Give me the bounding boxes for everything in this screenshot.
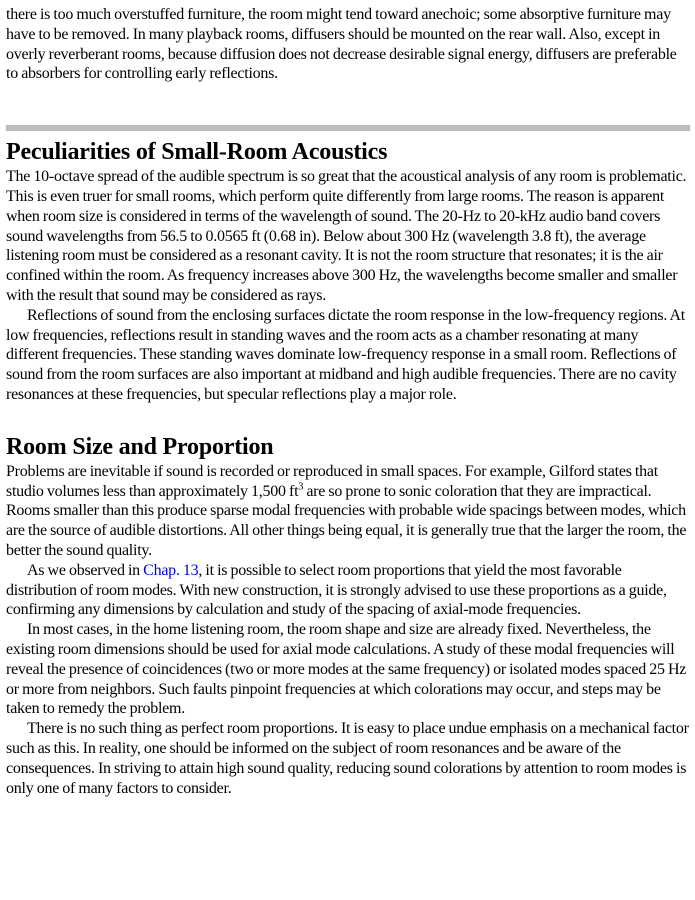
body-paragraph: Reflections of sound from the enclosing surfaces dictate the room response in the low-frequency regions. At low frequencies, reflections result in standing waves and the room acts as a chamber resonating at many different frequencies. These standing waves dominate low-frequency response in a small room. Reflections of sound from the room surfaces are also important at midband and high audible frequencies. There are no cavity resonances at these frequencies, but specular reflections play a major role.: [6, 306, 685, 403]
chapter-13-link[interactable]: Chap. 13: [143, 561, 199, 579]
body-paragraph: In most cases, in the home listening room, the room shape and size are already fixed. Nevertheless, the existing room dimensions should be used for axial mode calculations. A study of these modal frequencies will reveal the presence of coincidences (two or more modes at the same frequency) or isolated modes spaced 25 Hz or more from neighbors. Such faults pinpoint frequencies at which colorations may occur, and steps may be taken to remedy the problem.: [6, 621, 687, 718]
section-divider: [6, 125, 690, 131]
body-paragraph: [6, 462, 690, 561]
body-paragraph: [6, 561, 690, 620]
paragraph-text: Problems are inevitable if sound is recorded or reproduced in small spaces. For example, Gilford states that studio volumes less than approximately 1,500 ft: [6, 462, 658, 500]
section-heading: Room Size and Proportion: [6, 433, 274, 460]
section-room-size-proportion: [6, 432, 690, 799]
superscript-exponent: 3: [298, 481, 304, 493]
paragraph-text: , it is possible to select room proportions that yield the most favorable distribution of room modes. With new construction, it is strongly advised to use these proportions as a guide, confirming any dimensions by calculation and study of the spacing of axial-mode frequencies.: [6, 561, 667, 619]
intro-paragraph: there is too much overstuffed furniture, the room might tend toward anechoic; some absorptive furniture may have to be removed. In many playback rooms, diffusers should be mounted on the rear wall. Also, except in overly reverberant rooms, because diffusion does not decrease desirable signal energy, diffusers are preferable to absorbers for controlling early reflections.: [6, 6, 677, 83]
body-paragraph: There is no such thing as perfect room proportions. It is easy to place undue emphasis on a mechanical factor such as this. In reality, one should be informed on the subject of room resonances and be aware of the consequences. In striving to attain high sound quality, reducing sound colorations by attention to room modes is only one of many factors to consider.: [6, 720, 689, 797]
body-paragraph: The 10-octave spread of the audible spectrum is so great that the acoustical analysis of any room is problematic. This is even truer for small rooms, which perform quite differently from large rooms. The reason is apparent when room size is considered in terms of the wavelength of sound. The 20-Hz to 20-kHz audio band covers sound wavelengths from 56.5 to 0.0565 ft (0.68 in). Below about 300 Hz (wavelength 3.8 ft), the average listening room must be considered as a resonant cavity. It is not the room structure that resonates; it is the air confined within the room. As frequency increases above 300 Hz, the wavelengths become smaller and smaller with the result that sound may be considered as rays.: [6, 168, 687, 304]
paragraph-text: As we observed in: [27, 561, 144, 579]
section-heading: Peculiarities of Small-Room Acoustics: [6, 139, 388, 166]
section-small-room-acoustics: [6, 137, 690, 405]
paragraph-text: are so prone to sonic coloration that they are impractical. Rooms smaller than this produce sparse modal frequencies with probable wide spacings between modes, which are the source of audible distortions. All other things being equal, it is generally true that the larger the room, the better the sound quality.: [6, 482, 687, 559]
